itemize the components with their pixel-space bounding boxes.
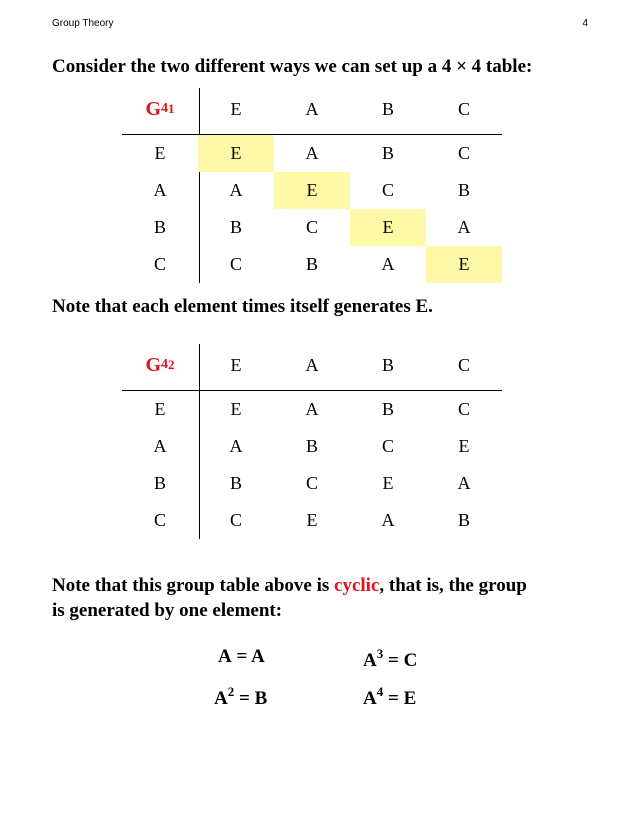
column-header: E: [230, 354, 242, 375]
row-header: A: [153, 180, 167, 200]
table-cell: B: [457, 510, 470, 530]
column-header: B: [381, 98, 394, 119]
table-cell: E: [458, 436, 470, 456]
table-row: [122, 246, 502, 283]
table-cell: C: [305, 217, 318, 237]
table-cell: E: [198, 135, 274, 172]
table-cell: C: [457, 399, 470, 419]
note-cyclic-continued: is generated by one element:: [52, 600, 283, 621]
table-cell: E: [426, 246, 502, 283]
table-header-row: [122, 344, 502, 391]
row-header: B: [153, 473, 166, 493]
table-row: [122, 135, 502, 172]
table-row: [122, 502, 502, 539]
power-equation: A = A: [218, 646, 265, 667]
table-cell: A: [229, 436, 243, 456]
table-cell: A: [457, 473, 471, 493]
table-cell: B: [305, 254, 318, 274]
table-cell: B: [381, 143, 394, 163]
row-header: C: [153, 254, 166, 274]
table-row: [122, 465, 502, 502]
table-row: [122, 209, 502, 246]
power-equation: $A^3 = C$: [363, 646, 418, 671]
table-cell: A: [381, 510, 395, 530]
table-cell: E: [230, 399, 242, 419]
table-cell: B: [381, 399, 394, 419]
table-cell: B: [229, 473, 242, 493]
table-row: [122, 391, 502, 428]
power-equation: $A^4 = E$: [363, 684, 417, 709]
table-cell: C: [229, 510, 242, 530]
table-cell: A: [305, 399, 319, 419]
table-label: G 4 2: [145, 353, 175, 376]
table-cell: E: [382, 473, 394, 493]
group-table-2: [122, 344, 502, 539]
table-cell: C: [381, 436, 394, 456]
table-cell: C: [305, 473, 318, 493]
cyclic-term: cyclic: [334, 575, 380, 596]
table-cell: C: [457, 143, 470, 163]
page-number: 4: [582, 18, 588, 29]
column-header: A: [305, 98, 319, 119]
note-self-product: Note that each element times itself generates E.: [52, 296, 433, 317]
table-row: [122, 172, 502, 209]
table-header-row: [122, 88, 502, 135]
table-cell: B: [229, 217, 242, 237]
table-cell: B: [457, 180, 470, 200]
column-header: A: [305, 354, 319, 375]
table-cell: C: [229, 254, 242, 274]
intro-text: Consider the two different ways we can set up a 4 × 4 table:: [52, 56, 533, 77]
column-header: C: [457, 354, 470, 375]
row-header: E: [154, 143, 166, 163]
table-label: G 4 1: [145, 97, 175, 120]
row-header: B: [153, 217, 166, 237]
power-equation: $A^2 = B$: [214, 684, 268, 709]
table-row: [122, 428, 502, 465]
table-cell: A: [457, 217, 471, 237]
table-cell: E: [306, 510, 318, 530]
row-header: E: [154, 399, 166, 419]
table-cell: A: [305, 143, 319, 163]
table-cell: E: [350, 209, 426, 246]
table-cell: A: [381, 254, 395, 274]
row-header: A: [153, 436, 167, 456]
table-cell: A: [229, 180, 243, 200]
table-cell: E: [274, 172, 350, 209]
group-table-1: [122, 88, 502, 283]
table-cell: B: [305, 436, 318, 456]
row-header: C: [153, 510, 166, 530]
note-cyclic: Note that this group table above is cyclic, that is, the group: [52, 575, 527, 596]
header-title: Group Theory: [52, 18, 114, 29]
column-header: E: [230, 98, 242, 119]
column-header: B: [381, 354, 394, 375]
column-header: C: [457, 98, 470, 119]
table-cell: C: [381, 180, 394, 200]
